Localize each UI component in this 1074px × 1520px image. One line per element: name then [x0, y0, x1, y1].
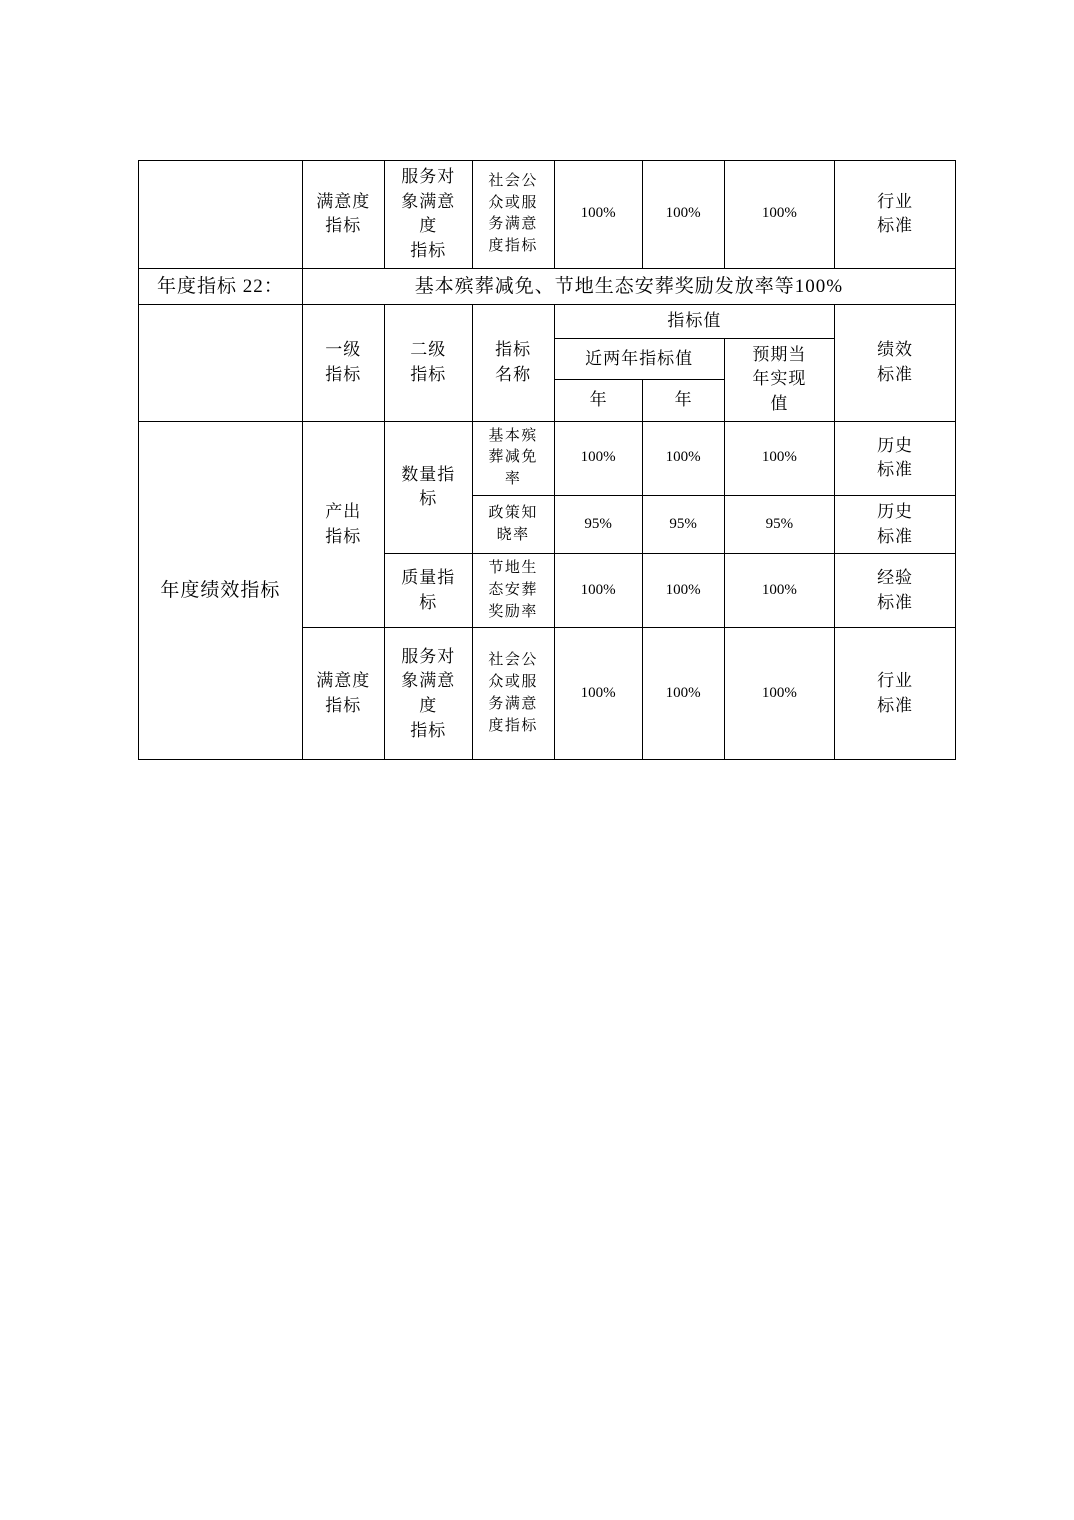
annual-performance-label: 年度绩效指标 [139, 421, 303, 760]
indicator-name: 社会公 众或服 务满意 度指标 [472, 628, 554, 760]
year-a-value: 100% [554, 161, 642, 269]
annual-indicator-content: 基本殡葬减免、节地生态安葬奖励发放率等100% [302, 268, 955, 305]
column-header-level2: 二级 指标 [384, 305, 472, 422]
year-b-value: 100% [642, 421, 724, 495]
level1-indicator: 满意度 指标 [302, 161, 384, 269]
column-header-expected-current-year: 预期当 年实现 值 [724, 338, 835, 421]
expected-value: 100% [724, 161, 835, 269]
performance-standard: 历史 标准 [835, 421, 956, 495]
level1-indicator: 产出 指标 [302, 421, 384, 628]
expected-value: 100% [724, 628, 835, 760]
indicator-name: 社会公 众或服 务满意 度指标 [472, 161, 554, 269]
level1-indicator: 满意度 指标 [302, 628, 384, 760]
level2-indicator: 服务对 象满意 度 指标 [384, 161, 472, 269]
level2-indicator: 数量指 标 [384, 421, 472, 554]
performance-standard: 经验 标准 [835, 554, 956, 628]
expected-value: 95% [724, 495, 835, 553]
indicator-name: 基本殡 葬减免 率 [472, 421, 554, 495]
empty-header-cell [139, 305, 303, 422]
expected-value: 100% [724, 554, 835, 628]
column-header-level1: 一级 指标 [302, 305, 384, 422]
year-b-value: 100% [642, 161, 724, 269]
level2-indicator: 服务对 象满意 度 指标 [384, 628, 472, 760]
column-header-year-a: 年 [554, 380, 642, 421]
column-header-name: 指标 名称 [472, 305, 554, 422]
annual-indicator-row [139, 268, 956, 305]
indicator-name: 政策知 晓率 [472, 495, 554, 553]
expected-value: 100% [724, 421, 835, 495]
performance-standard: 行业 标准 [835, 161, 956, 269]
year-a-value: 100% [554, 421, 642, 495]
year-b-value: 95% [642, 495, 724, 553]
column-header-indicator-value: 指标值 [554, 305, 835, 339]
table-row [139, 421, 956, 495]
indicator-name: 节地生 态安葬 奖励率 [472, 554, 554, 628]
year-a-value: 95% [554, 495, 642, 553]
year-a-value: 100% [554, 628, 642, 760]
year-b-value: 100% [642, 628, 724, 760]
table-row [139, 161, 956, 269]
column-header-recent-two-years: 近两年指标值 [554, 338, 724, 379]
annual-indicator-label: 年度指标 22： [139, 268, 303, 305]
performance-indicator-table [138, 160, 956, 760]
column-header-performance-standard: 绩效 标准 [835, 305, 956, 422]
column-header-year-b: 年 [642, 380, 724, 421]
table-header-row [139, 305, 956, 339]
empty-cell [139, 161, 303, 269]
performance-standard: 历史 标准 [835, 495, 956, 553]
level2-indicator: 质量指 标 [384, 554, 472, 628]
performance-standard: 行业 标准 [835, 628, 956, 760]
year-b-value: 100% [642, 554, 724, 628]
year-a-value: 100% [554, 554, 642, 628]
